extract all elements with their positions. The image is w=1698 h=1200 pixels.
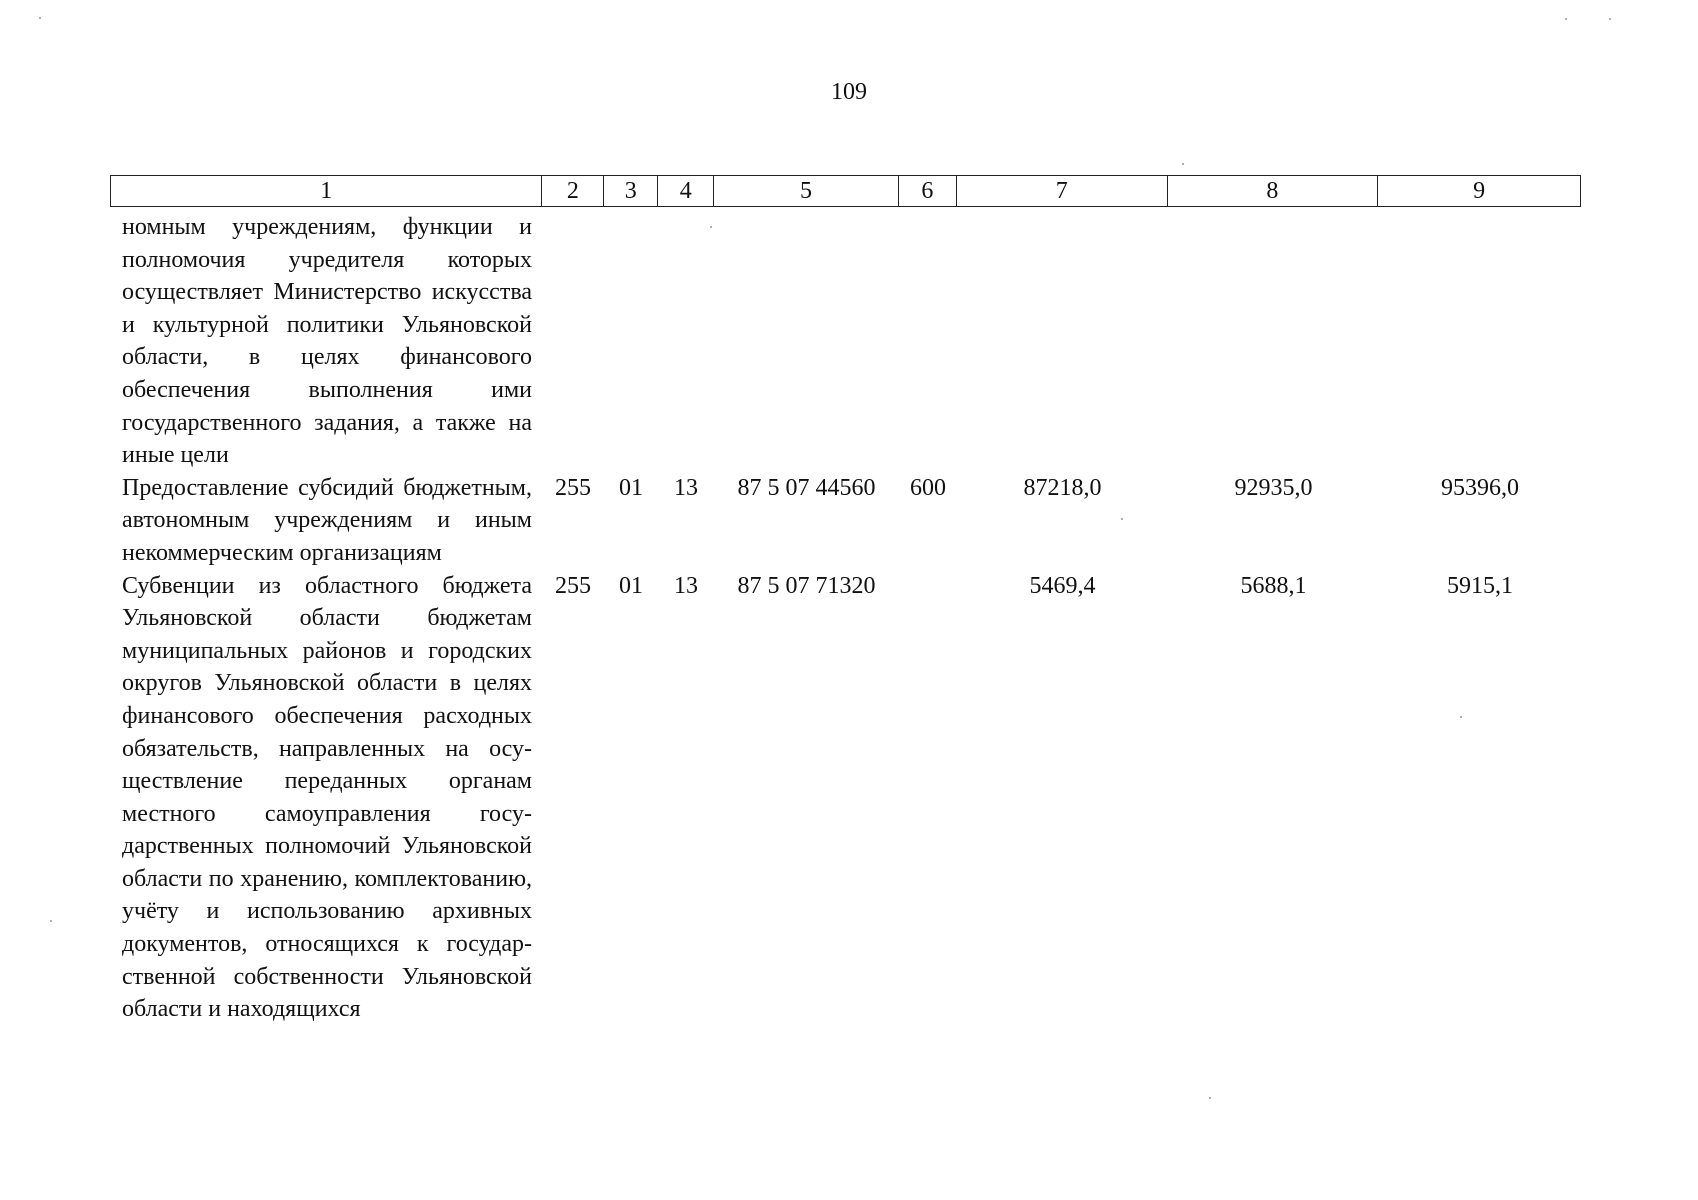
column-header-1: 1 — [111, 176, 542, 206]
row-col-9: 5915,1 — [1447, 572, 1513, 599]
row-col-6: 600 — [910, 474, 946, 501]
column-header-3: 3 — [604, 176, 658, 206]
page-number: 109 — [831, 79, 867, 105]
table-row — [110, 472, 1581, 570]
scan-speck — [39, 17, 41, 19]
column-header-4: 4 — [658, 176, 714, 206]
column-header-6: 6 — [899, 176, 957, 206]
table-body — [110, 211, 1581, 1026]
row-col-7: 87218,0 — [1023, 474, 1102, 501]
scan-speck — [1209, 1097, 1211, 1099]
scan-speck — [1121, 518, 1123, 520]
row-col-7: 5469,4 — [1029, 572, 1096, 599]
table-row — [110, 570, 1581, 1026]
row-col-4: 13 — [674, 474, 698, 501]
scan-speck — [1609, 18, 1611, 20]
scan-speck — [1565, 18, 1567, 20]
row-col-8: 5688,1 — [1240, 572, 1307, 599]
table-header-row — [110, 175, 1581, 207]
row-col-8: 92935,0 — [1234, 474, 1313, 501]
scan-speck — [1460, 716, 1462, 718]
row-col-5: 87 5 07 44560 — [737, 474, 876, 501]
row-col-9: 95396,0 — [1441, 474, 1519, 501]
row-col-3: 01 — [619, 474, 643, 501]
row-description: Субвенции из областного бюджета Ульяновской области бюджетам муниципальных районов и городских округов Ульяновской области в целях финансового обеспечения расходных обязательств, направленных на осуществление переданных органам местного самоуправления государственных полномочий Ульяновской области по хранению, комплектованию, учёту и использованию архивных документов, относящихся к государственной собственности Ульяновской области и находящихся — [122, 572, 532, 1023]
column-header-2: 2 — [542, 176, 604, 206]
column-header-9: 9 — [1473, 178, 1486, 204]
table-row — [110, 211, 1581, 472]
scan-speck — [710, 226, 712, 228]
scan-speck — [50, 920, 52, 922]
row-description: номным учреждениям, функции и полномочия учредителя которых осуществляет Министерство искусства и культурной политики Ульяновской области, в целях финансового обеспечения выполнения ими государственного задания, а также на иные цели — [122, 214, 532, 469]
row-col-4: 13 — [674, 572, 698, 599]
column-header-8: 8 — [1168, 176, 1379, 206]
row-col-3: 01 — [619, 572, 643, 599]
row-description: Предоставление субсидий бюджетным, автономным учреждениям и иным некоммерческим организациям — [122, 474, 532, 566]
row-col-2: 255 — [555, 474, 591, 501]
row-col-5: 87 5 07 71320 — [737, 572, 876, 599]
column-header-7: 7 — [957, 176, 1168, 206]
scan-speck — [1182, 163, 1184, 165]
row-col-2: 255 — [555, 572, 591, 599]
column-header-5: 5 — [714, 176, 899, 206]
